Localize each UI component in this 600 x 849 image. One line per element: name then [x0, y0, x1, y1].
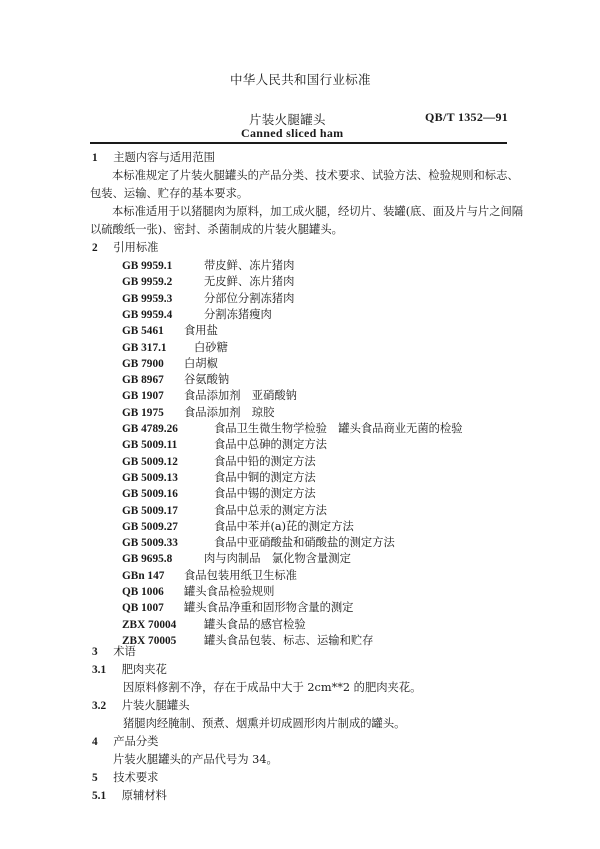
section-5-heading	[92, 771, 158, 785]
standard-name: 分部位分割冻猪肉	[204, 291, 295, 305]
document-title-cn: 片装火腿罐头	[249, 112, 326, 127]
reference-standard-row	[122, 324, 218, 338]
standard-name: 食品中锡的测定方法	[214, 487, 316, 501]
standard-name: 白砂糖	[194, 340, 228, 354]
reference-standard-row	[122, 389, 297, 403]
standard-code: GB 9959.4	[122, 308, 173, 321]
standard-name: 白胡椒	[184, 356, 218, 370]
section-title: 片装火腿罐头	[121, 699, 190, 712]
standard-name: 食品中总砷的测定方法	[214, 438, 327, 452]
standard-code: GB 5009.16	[122, 488, 178, 501]
standard-code: GB 5461	[122, 325, 164, 338]
issuing-organization: 中华人民共和国行业标准	[230, 72, 371, 87]
standard-code: ZBX 70004	[122, 618, 177, 631]
paragraph-line: 本标准适用于以猪腿肉为原料，加工成火腿，经切片、装罐(底、面及片与片之间隔	[112, 205, 524, 218]
section-2-heading	[92, 241, 158, 255]
section-3-2-heading	[92, 699, 190, 713]
reference-standard-row	[122, 341, 228, 355]
standard-code: GBn 147	[122, 569, 165, 582]
section-1-heading	[92, 151, 215, 165]
standard-code: GB 9959.2	[122, 276, 173, 289]
standard-code: GB 5009.12	[122, 455, 178, 468]
standard-code: QB 1006	[122, 586, 164, 598]
section-title: 引用标准	[113, 241, 159, 254]
reference-standard-row	[122, 455, 316, 469]
standard-name: 食品中苯并(a)芘的测定方法	[214, 519, 354, 533]
section-number: 5	[92, 772, 98, 784]
standard-name: 食品添加剂 琼胶	[184, 405, 275, 419]
paragraph-line: 包装、运输、贮存的基本要求。	[90, 187, 249, 200]
standard-name: 食用盐	[184, 324, 218, 338]
reference-standard-row	[122, 487, 316, 501]
standard-code: QB/T 1352—91	[425, 110, 509, 124]
standard-name: 食品中铅的测定方法	[214, 454, 316, 468]
standard-name: 食品中亚硝酸盐和硝酸盐的测定方法	[214, 536, 395, 550]
standard-name: 罐头食品净重和固形物含量的测定	[184, 601, 354, 615]
section-number: 5.1	[92, 790, 107, 802]
reference-standard-row	[122, 308, 272, 322]
reference-standard-row	[122, 275, 294, 289]
standard-name: 分割冻猪瘦肉	[204, 307, 272, 321]
section-3-1-heading	[92, 663, 167, 677]
reference-standard-row	[122, 634, 373, 648]
reference-standard-row	[122, 438, 327, 452]
reference-standard-row	[122, 504, 327, 518]
reference-standard-row	[122, 373, 229, 387]
reference-standard-row	[122, 520, 354, 534]
section-5-1-heading	[92, 789, 167, 803]
reference-standard-row	[122, 471, 316, 485]
standard-code: GB 9695.8	[122, 553, 173, 566]
standard-name: 食品中总汞的测定方法	[214, 503, 327, 517]
standard-name: 谷氨酸钠	[184, 373, 230, 387]
standard-code: GB 4789.26	[122, 423, 178, 435]
standard-code: GB 5009.13	[122, 471, 178, 484]
reference-standard-row	[122, 552, 351, 566]
standard-code: GB 9959.3	[122, 292, 173, 305]
standard-code: GB 5009.17	[122, 504, 178, 517]
standard-name: 食品添加剂 亚硝酸钠	[184, 389, 297, 403]
standard-name: 食品卫生微生物学检验 罐头食品商业无菌的检验	[214, 422, 463, 435]
section-title: 主题内容与适用范围	[113, 151, 215, 164]
standard-name: 罐头食品的感官检验	[204, 617, 306, 631]
section-3-heading	[92, 645, 136, 659]
standard-code: GB 317.1	[122, 341, 167, 354]
standard-code: QB 1007	[122, 602, 164, 615]
section-number: 3.2	[92, 700, 107, 712]
standard-code: ZBX 70005	[122, 634, 177, 647]
section-title: 产品分类	[113, 735, 159, 748]
section-title: 术语	[113, 645, 136, 658]
reference-standard-row	[122, 569, 297, 583]
section-title: 技术要求	[113, 771, 159, 784]
document-title-en: Canned sliced ham	[241, 126, 344, 140]
reference-standard-row	[122, 292, 294, 306]
paragraph-line: 以硫酸纸一张)、密封、杀菌制成的片装火腿罐头。	[90, 223, 343, 236]
header-divider	[90, 142, 507, 144]
section-number: 3.1	[92, 664, 107, 676]
standard-code: GB 1907	[122, 390, 164, 403]
section-title: 原辅材料	[121, 789, 167, 802]
standard-code: GB 5009.27	[122, 520, 178, 533]
classification-text: 片装火腿罐头的产品代号为 34。	[113, 753, 278, 766]
standard-code: GB 7900	[122, 357, 164, 370]
standard-name: 带皮鲜、冻片猪肉	[204, 259, 295, 272]
section-number: 1	[92, 152, 98, 164]
reference-standard-row	[122, 601, 353, 615]
reference-standard-row	[122, 259, 294, 273]
section-number: 4	[92, 736, 98, 748]
section-4-heading	[92, 735, 158, 749]
paragraph-line: 本标准规定了片装火腿罐头的产品分类、技术要求、试验方法、检验规则和标志、	[112, 169, 519, 182]
reference-standard-row	[122, 618, 306, 632]
standard-name: 肉与肉制品 氯化物含量测定	[204, 552, 351, 566]
section-title: 肥肉夹花	[121, 663, 167, 676]
standard-code: GB 5009.33	[122, 537, 178, 550]
standard-code: GB 1975	[122, 406, 164, 419]
definition-text: 因原料修割不净，存在于成品中大于 2cm**2 的肥肉夹花。	[123, 681, 422, 694]
standard-code: GB 5009.11	[122, 439, 178, 452]
reference-standard-row	[122, 357, 218, 371]
section-number: 2	[92, 242, 98, 254]
standard-code: GB 9959.1	[122, 260, 173, 272]
definition-text: 猪腿肉经腌制、预煮、烟熏并切成圆形肉片制成的罐头。	[123, 717, 406, 730]
reference-standard-row	[122, 536, 395, 550]
standard-name: 罐头食品检验规则	[184, 585, 275, 598]
reference-standard-row	[122, 422, 463, 436]
section-number: 3	[92, 646, 98, 658]
standard-name: 无皮鲜、冻片猪肉	[204, 275, 295, 289]
reference-standard-row	[122, 406, 274, 420]
standard-name: 罐头食品包装、标志、运输和贮存	[204, 633, 374, 647]
standard-name: 食品中铜的测定方法	[214, 470, 316, 484]
standard-code: GB 8967	[122, 374, 164, 387]
standard-name: 食品包装用纸卫生标准	[184, 568, 297, 582]
reference-standard-row	[122, 585, 274, 599]
